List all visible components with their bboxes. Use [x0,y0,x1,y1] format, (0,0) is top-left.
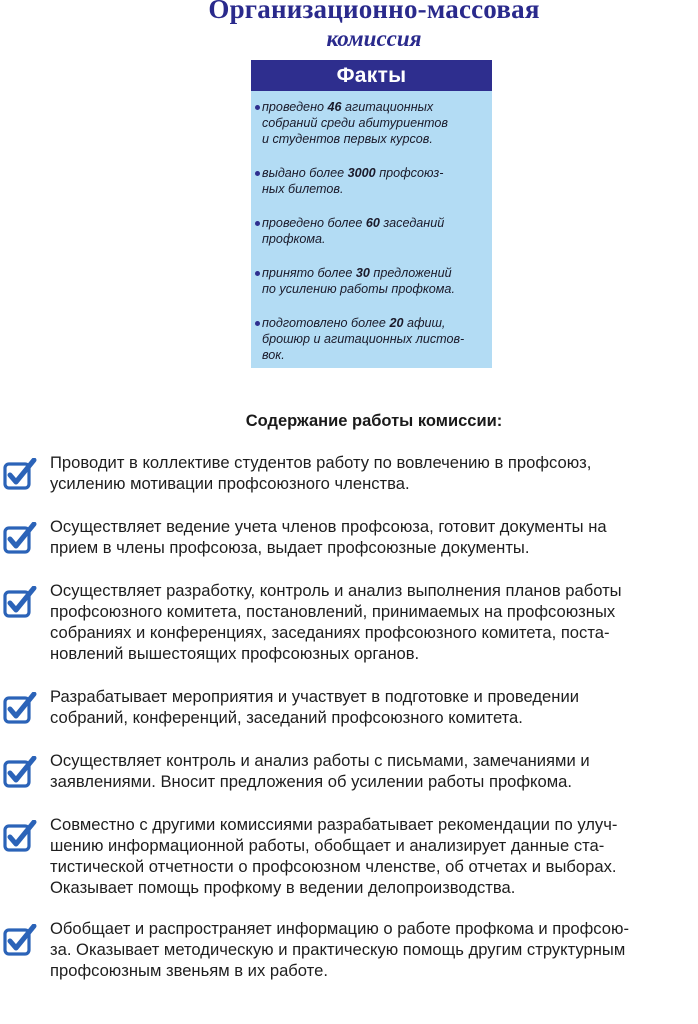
page-subtitle: комиссия [326,26,422,51]
facts-list [251,91,492,363]
checkbox-checked-icon [3,692,37,726]
facts-heading: Факты [251,60,492,91]
duty-text: Обобщает и распространяет информацию о работе профкома и профсою- за. Оказывает методическую и практическую помощь другим структурным профсоюзным звеньям в их работе. [50,919,629,980]
fact-item: проведено 46 агитационных собраний среди абитуриентов и студентов первых курсов. [256,99,486,147]
fact-number: 30 [355,266,370,280]
checkbox-checked-icon [3,458,37,492]
fact-item: проведено более 60 заседаний профкома. [256,215,486,247]
fact-item: подготовлено более 20 афиш, брошюр и агитационных листов- вок. [256,315,486,363]
page-title: Организационно-массовая [208,0,540,24]
duty-text: Проводит в коллективе студентов работу по вовлечению в профсоюз, усилению мотивации профсоюзного членства. [50,453,592,493]
duty-text: Осуществляет контроль и анализ работы с письмами, замечаниями и заявлениями. Вносит предложения об усилении работы профкома. [50,751,590,791]
fact-number: 3000 [347,166,376,180]
fact-item: выдано более 3000 профсоюз- ных билетов. [256,165,486,197]
fact-number: 46 [327,100,342,114]
duties-heading: Содержание работы комиссии: [245,412,503,430]
fact-number: 20 [389,316,404,330]
duty-text: Разрабатывает мероприятия и участвует в подготовке и проведении собраний, конференций, заседаний профсоюзного комитета. [50,687,579,727]
checkbox-checked-icon [3,924,37,958]
checkbox-checked-icon [3,522,37,556]
facts-panel [251,60,492,368]
fact-number: 60 [365,216,380,230]
checkbox-checked-icon [3,586,37,620]
fact-item: принято более 30 предложений по усилению работы профкома. [256,265,486,297]
duty-text: Осуществляет ведение учета членов профсоюза, готовит документы на прием в члены профсоюза, выдает профсоюзные документы. [50,517,607,557]
duty-text: Совместно с другими комиссиями разрабатывает рекомендации по улуч- шению информационной работы, обобщает и анализирует данные ста- тистической отчетности о профсоюзном членстве, об отчетах и выборах. Оказывает помощь профкому в ведении делопроизводства. [50,815,618,897]
checkbox-checked-icon [3,820,37,854]
checkbox-checked-icon [3,756,37,790]
duty-text: Осуществляет разработку, контроль и анализ выполнения планов работы профсоюзного комитета, постановлений, принимаемых на профсоюзных собраниях и конференциях, заседаниях профсоюзного комитета, поста- новлений вышестоящих профсоюзных органов. [50,581,622,663]
